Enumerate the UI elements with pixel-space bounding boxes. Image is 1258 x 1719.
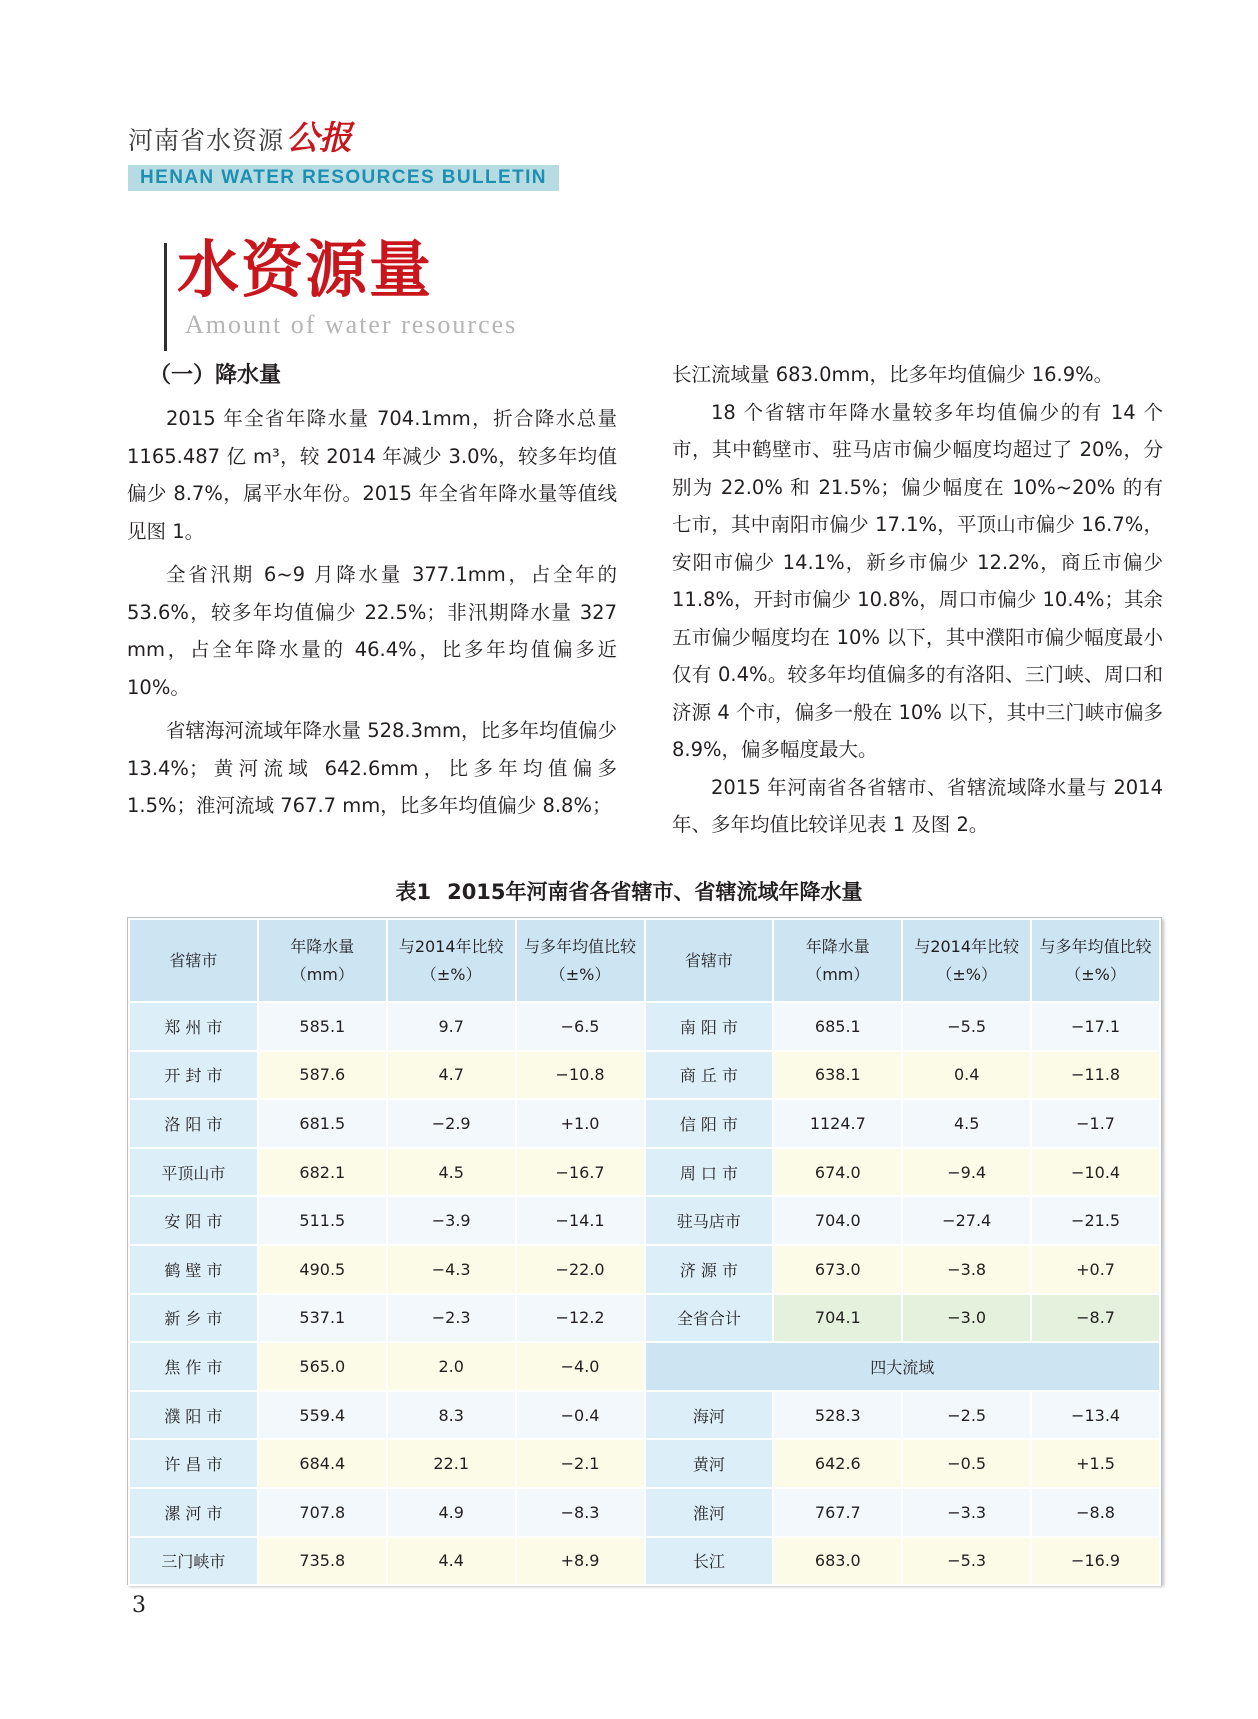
table-row	[129, 1439, 1160, 1488]
city-name-cell: 洛 阳 市	[129, 1099, 258, 1148]
city-name-cell: 驻马店市	[645, 1196, 774, 1245]
table-caption-number: 表1	[395, 880, 432, 904]
value-cell: −3.9	[387, 1196, 516, 1245]
value-cell: −3.3	[902, 1488, 1031, 1537]
section-subtitle: Amount of water resources	[185, 310, 518, 339]
table-row	[129, 1051, 1160, 1100]
value-cell: 704.0	[773, 1196, 902, 1245]
province-total-value: 704.1	[773, 1294, 902, 1343]
value-cell: −2.3	[387, 1294, 516, 1343]
masthead	[128, 112, 559, 191]
value-cell: −22.0	[516, 1245, 645, 1294]
city-name-cell: 漯 河 市	[129, 1488, 258, 1537]
value-cell: −10.8	[516, 1051, 645, 1100]
value-cell: 683.0	[773, 1537, 902, 1586]
value-cell: 8.3	[387, 1391, 516, 1440]
value-cell: 559.4	[258, 1391, 387, 1440]
value-cell: −4.3	[387, 1245, 516, 1294]
city-name-cell: 焦 作 市	[129, 1342, 258, 1391]
paragraph: 长江流域量 683.0mm，比多年均值偏少 16.9%。	[672, 363, 1114, 386]
value-cell: 673.0	[773, 1245, 902, 1294]
value-cell: −0.5	[902, 1439, 1031, 1488]
value-cell: 22.1	[387, 1439, 516, 1488]
paragraph: 全省汛期 6~9 月降水量 377.1mm，占全年的 53.6%，较多年均值偏少 22.5%；非汛期降水量 327 mm，占全年降水量的 46.4%，比多年均值偏多近 10%。	[127, 563, 617, 699]
header-cell: 与2014年比较 （±%）	[387, 919, 516, 1002]
value-cell: 4.4	[387, 1537, 516, 1586]
value-cell: −5.3	[902, 1537, 1031, 1586]
header-cell: 省辖市	[129, 919, 258, 1002]
value-cell: 707.8	[258, 1488, 387, 1537]
value-cell: −3.8	[902, 1245, 1031, 1294]
value-cell: −13.4	[1031, 1391, 1160, 1440]
province-total-value: −8.7	[1031, 1294, 1160, 1343]
paragraph: 18 个省辖市年降水量较多年均值偏少的有 14 个市，其中鹤壁市、驻马店市偏少幅度均超过了 20%，分别为 22.0% 和 21.5%；偏少幅度在 10%~20% 的有七市，其中南阳市偏少 17.1%，平顶山市偏少 16.7%，安阳市偏少 14.1%，新乡市偏少 12.2%，商丘市偏少 11.8%，开封市偏少 10.8%，周口市偏少 10.4%；其余五市偏少幅度均在 10% 以下，其中濮阳市偏少幅度最小仅有 0.4%。较多年均值偏多的有洛阳、三门峡、周口和济源 4 个市，偏多一般在 10% 以下，其中三门峡市偏多 8.9%，偏多幅度最大。	[672, 400, 1163, 761]
text-column-right	[672, 356, 1163, 844]
basin-name-cell: 淮河	[645, 1488, 774, 1537]
value-cell: 565.0	[258, 1342, 387, 1391]
value-cell: +1.0	[516, 1099, 645, 1148]
table-row	[129, 1148, 1160, 1197]
value-cell: −0.4	[516, 1391, 645, 1440]
paragraph: 2015 年河南省各省辖市、省辖流域降水量与 2014 年、多年均值比较详见表 1 及图 2。	[672, 775, 1163, 836]
value-cell: 511.5	[258, 1196, 387, 1245]
value-cell: 684.4	[258, 1439, 387, 1488]
text-column-left	[127, 355, 617, 825]
value-cell: 587.6	[258, 1051, 387, 1100]
city-name-cell: 三门峡市	[129, 1537, 258, 1586]
city-name-cell: 信 阳 市	[645, 1099, 774, 1148]
table-caption	[0, 876, 1258, 906]
value-cell: 537.1	[258, 1294, 387, 1343]
value-cell: 585.1	[258, 1002, 387, 1051]
value-cell: 9.7	[387, 1002, 516, 1051]
value-cell: +8.9	[516, 1537, 645, 1586]
province-total-value: −3.0	[902, 1294, 1031, 1343]
value-cell: −8.8	[1031, 1488, 1160, 1537]
city-name-cell: 鹤 壁 市	[129, 1245, 258, 1294]
precipitation-table-wrapper	[127, 917, 1162, 1585]
section-title: 水资源量	[177, 233, 434, 306]
value-cell: −2.9	[387, 1099, 516, 1148]
table-row	[129, 1488, 1160, 1537]
value-cell: −16.9	[1031, 1537, 1160, 1586]
masthead-title-accent: 公报	[286, 118, 353, 157]
city-name-cell: 济 源 市	[645, 1245, 774, 1294]
city-name-cell: 周 口 市	[645, 1148, 774, 1197]
city-name-cell: 许 昌 市	[129, 1439, 258, 1488]
value-cell: 642.6	[773, 1439, 902, 1488]
value-cell: 2.0	[387, 1342, 516, 1391]
value-cell: −5.5	[902, 1002, 1031, 1051]
masthead-title-cn: 河南省水资源	[128, 126, 285, 155]
value-cell: +0.7	[1031, 1245, 1160, 1294]
city-name-cell: 南 阳 市	[645, 1002, 774, 1051]
header-cell: 省辖市	[645, 919, 774, 1002]
city-name-cell: 新 乡 市	[129, 1294, 258, 1343]
value-cell: −27.4	[902, 1196, 1031, 1245]
city-name-cell: 濮 阳 市	[129, 1391, 258, 1440]
value-cell: −14.1	[516, 1196, 645, 1245]
value-cell: −2.1	[516, 1439, 645, 1488]
value-cell: 0.4	[902, 1051, 1031, 1100]
table-row	[129, 1342, 1160, 1391]
header-cell: 年降水量 （mm）	[773, 919, 902, 1002]
header-cell: 与多年均值比较 （±%）	[1031, 919, 1160, 1002]
value-cell: −21.5	[1031, 1196, 1160, 1245]
city-name-cell: 平顶山市	[129, 1148, 258, 1197]
value-cell: −4.0	[516, 1342, 645, 1391]
table-header-row	[129, 919, 1160, 1002]
value-cell: −10.4	[1031, 1148, 1160, 1197]
value-cell: 4.7	[387, 1051, 516, 1100]
table-row	[129, 1391, 1160, 1440]
value-cell: 4.9	[387, 1488, 516, 1537]
table-row	[129, 1245, 1160, 1294]
value-cell: 674.0	[773, 1148, 902, 1197]
city-name-cell: 安 阳 市	[129, 1196, 258, 1245]
value-cell: −1.7	[1031, 1099, 1160, 1148]
table-row	[129, 1294, 1160, 1343]
value-cell: 4.5	[387, 1148, 516, 1197]
header-cell: 与多年均值比较 （±%）	[516, 919, 645, 1002]
value-cell: +1.5	[1031, 1439, 1160, 1488]
value-cell: −17.1	[1031, 1002, 1160, 1051]
value-cell: 528.3	[773, 1391, 902, 1440]
table-row	[129, 1099, 1160, 1148]
city-name-cell: 郑 州 市	[129, 1002, 258, 1051]
table-row	[129, 1196, 1160, 1245]
value-cell: 735.8	[258, 1537, 387, 1586]
page-number: 3	[132, 1593, 146, 1618]
value-cell: 1124.7	[773, 1099, 902, 1148]
table-row	[129, 1002, 1160, 1051]
value-cell: 490.5	[258, 1245, 387, 1294]
paragraph: 省辖海河流域年降水量 528.3mm，比多年均值偏少 13.4%；黄河流域 642.6mm，比多年均值偏多 1.5%；淮河流域 767.7 mm，比多年均值偏少 8.8%；	[127, 719, 618, 817]
header-cell: 与2014年比较 （±%）	[902, 919, 1031, 1002]
value-cell: −11.8	[1031, 1051, 1160, 1100]
basin-name-cell: 海河	[645, 1391, 774, 1440]
basin-section-header: 四大流域	[645, 1342, 1161, 1391]
subsection-heading: （一）降水量	[149, 363, 282, 388]
value-cell: −12.2	[516, 1294, 645, 1343]
value-cell: −6.5	[516, 1002, 645, 1051]
table-caption-text: 2015年河南省各省辖市、省辖流域年降水量	[447, 880, 863, 904]
value-cell: 682.1	[258, 1148, 387, 1197]
masthead-title-en: HENAN WATER RESOURCES BULLETIN	[128, 165, 559, 191]
value-cell: −16.7	[516, 1148, 645, 1197]
table-row	[129, 1537, 1160, 1586]
value-cell: −9.4	[902, 1148, 1031, 1197]
value-cell: 4.5	[902, 1099, 1031, 1148]
province-total-label: 全省合计	[645, 1294, 774, 1343]
city-name-cell: 开 封 市	[129, 1051, 258, 1100]
masthead-title	[128, 112, 559, 159]
value-cell: −2.5	[902, 1391, 1031, 1440]
basin-name-cell: 长江	[645, 1537, 774, 1586]
header-cell: 年降水量 （mm）	[258, 919, 387, 1002]
value-cell: 685.1	[773, 1002, 902, 1051]
city-name-cell: 商 丘 市	[645, 1051, 774, 1100]
paragraph: 2015 年全省年降水量 704.1mm，折合降水总量 1165.487 亿 m³，较 2014 年减少 3.0%，较多年均值偏少 8.7%，属平水年份。2015 年全省年降水量等值线见图 1。	[127, 407, 617, 543]
value-cell: 638.1	[773, 1051, 902, 1100]
section-divider-bar	[164, 243, 167, 351]
value-cell: −8.3	[516, 1488, 645, 1537]
precipitation-table	[128, 918, 1161, 1586]
basin-name-cell: 黄河	[645, 1439, 774, 1488]
value-cell: 681.5	[258, 1099, 387, 1148]
value-cell: 767.7	[773, 1488, 902, 1537]
